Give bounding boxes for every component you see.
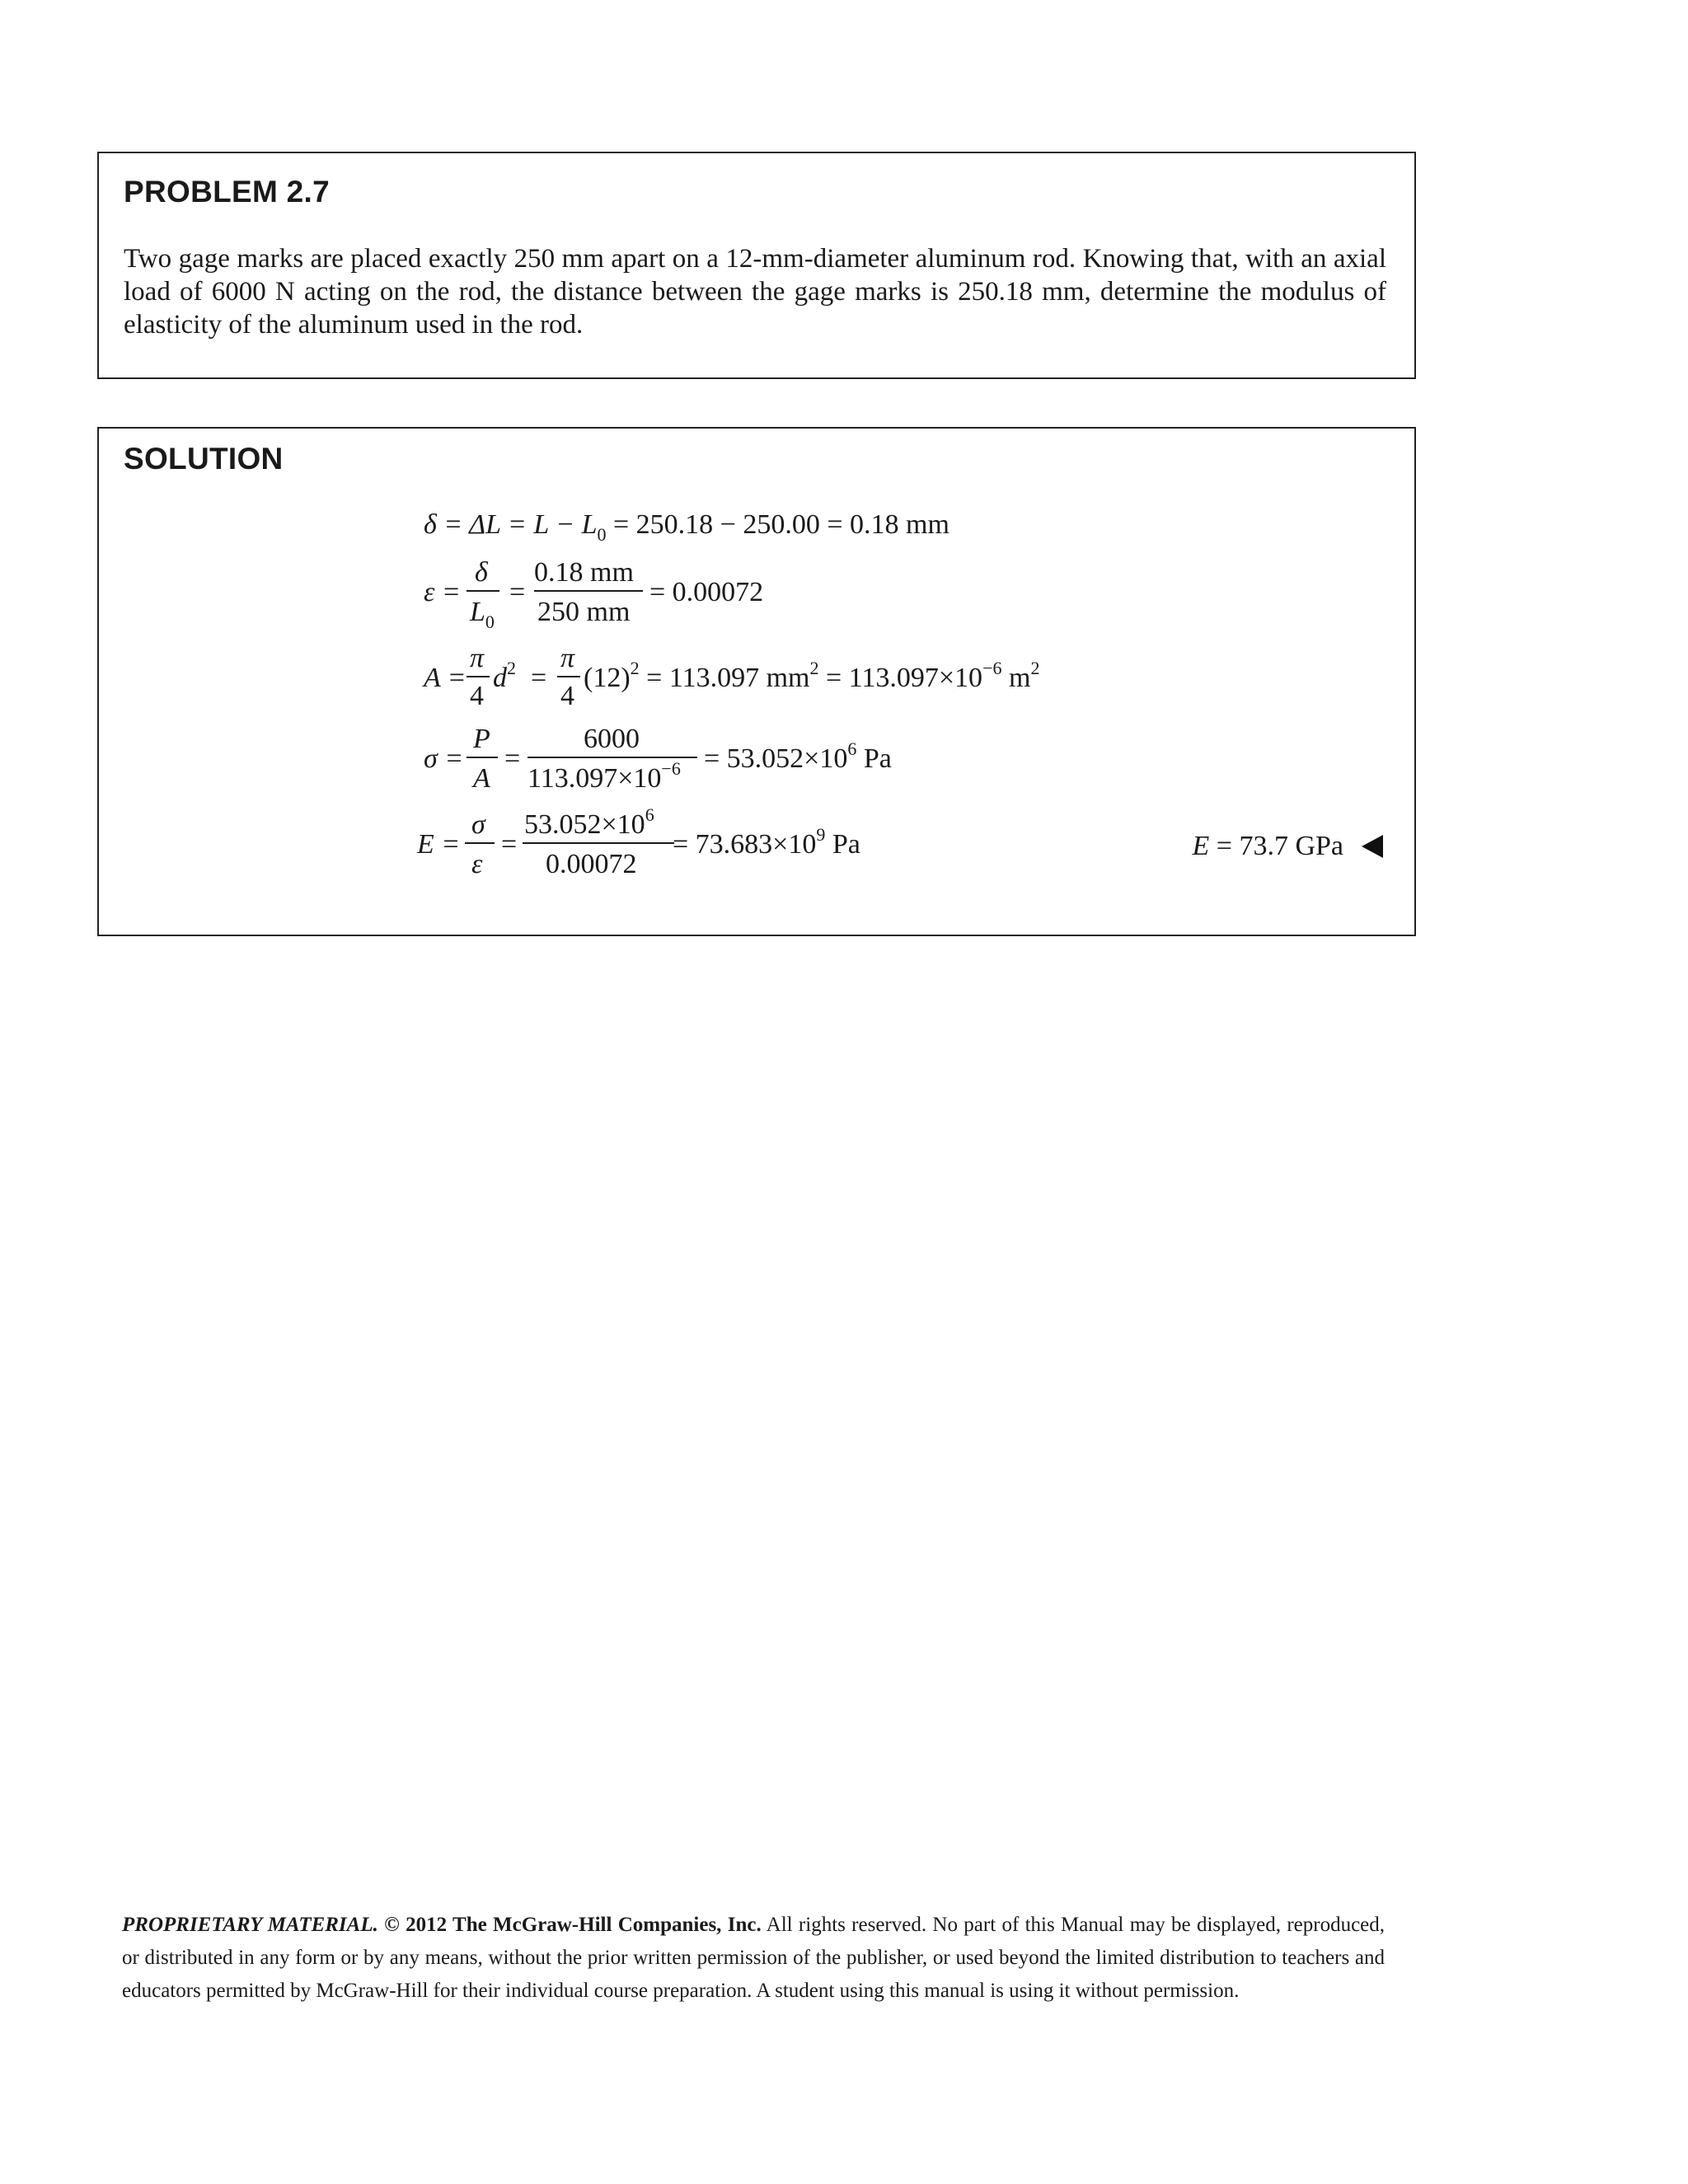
- eq5-unit: Pa: [825, 829, 860, 860]
- answer-value: = 73.7 GPa: [1209, 831, 1343, 861]
- eq3-m-squared: 2: [1030, 658, 1040, 678]
- eq5-fraction-bar-1: [465, 842, 495, 844]
- eq5-equals: =: [501, 829, 518, 860]
- solution-title: SOLUTION: [124, 442, 284, 476]
- eq4-result-exponent: 6: [847, 738, 857, 759]
- eq4-fraction-bar-1: [467, 757, 498, 758]
- eq2-num: δ: [475, 557, 488, 588]
- problem-statement: Two gage marks are placed exactly 250 mm apart on a 12-mm-diameter aluminum rod. Knowing that, with an axial load of 6000 N acting on the rod, the distance between the gage marks is 250.18 mm, determine the modulus of elasticity of the aluminum used in the rod.: [124, 244, 1386, 340]
- eq3-fraction-bar-1: [467, 676, 490, 677]
- eq5-result-exponent: 9: [816, 824, 826, 845]
- final-answer: [1192, 831, 1383, 862]
- eq3-paren-squared: 2: [630, 658, 640, 678]
- eq2-fraction-bar-2: [534, 590, 643, 592]
- eq4-den2: 113.097×10: [528, 763, 662, 794]
- eq3-four-2: 4: [560, 681, 574, 711]
- eq2-den2: 250 mm: [537, 597, 631, 627]
- solution-box: [97, 427, 1416, 936]
- eq4-num2: 6000: [584, 724, 640, 754]
- eq2-den: L: [470, 597, 485, 627]
- eq3-lhs: A =: [424, 663, 467, 693]
- eq3-unit: m: [1001, 663, 1031, 693]
- eq3-result-mm: = 113.097 mm: [639, 663, 810, 693]
- eq1-lhs-sub: 0: [597, 524, 607, 545]
- eq5-num2-exponent: 6: [645, 804, 654, 825]
- eq3-d-squared: 2: [507, 658, 516, 678]
- eq1-lhs: δ = ΔL = L − L: [424, 509, 598, 540]
- eq1-rhs: = 250.18 − 250.00 = 0.18 mm: [606, 509, 950, 540]
- copyright-notice: [122, 1909, 1385, 2008]
- eq4-den2-exponent: −6: [661, 758, 681, 779]
- eq2-equals: =: [509, 577, 526, 607]
- eq3-exponent: −6: [982, 658, 1002, 678]
- eq2-lhs: ε =: [424, 577, 461, 607]
- eq4-result: = 53.052×10: [704, 743, 848, 774]
- eq5-den2: 0.00072: [546, 849, 637, 879]
- footer-company: © 2012 The McGraw-Hill Companies, Inc.: [377, 1914, 762, 1936]
- eq5-fraction-bar-2: [523, 842, 674, 844]
- deformation-equation: [424, 509, 950, 545]
- eq2-result: = 0.00072: [649, 577, 764, 607]
- eq4-den: A: [473, 763, 490, 794]
- eq2-num2: 0.18 mm: [534, 557, 634, 588]
- eq4-equals: =: [504, 743, 521, 774]
- eq5-lhs: E =: [417, 829, 461, 860]
- eq3-fraction-bar-2: [557, 676, 580, 677]
- eq4-num: P: [473, 724, 490, 754]
- problem-title: PROBLEM 2.7: [124, 175, 331, 209]
- footer-body: All rights reserved. No part of this Manual may be displayed, reproduced, or distributed in any form or by any means, without the prior written permission of the publisher, or used beyond the limited distribution to teachers and educators permitted by McGraw-Hill for their individual course preparation. A student using this manual is using it without permission.: [122, 1914, 1386, 2002]
- eq3-pi-2: π: [560, 643, 575, 673]
- eq3-equals: =: [531, 663, 547, 693]
- answer-variable: E: [1192, 831, 1210, 861]
- eq2-den-sub: 0: [485, 612, 495, 632]
- eq3-result-m: = 113.097×10: [818, 663, 983, 693]
- eq3-d: d: [493, 663, 507, 693]
- eq3-mm-squared: 2: [809, 658, 819, 678]
- eq5-den: ε: [471, 849, 483, 879]
- eq3-four-1: 4: [470, 681, 484, 711]
- footer-lead: PROPRIETARY MATERIAL.: [122, 1914, 378, 1936]
- eq4-lhs: σ =: [424, 743, 464, 774]
- eq5-num: σ: [471, 809, 485, 840]
- answer-pointer-icon: [1362, 835, 1383, 858]
- eq4-unit: Pa: [856, 743, 892, 774]
- eq2-fraction-bar-1: [467, 590, 499, 592]
- eq5-result: = 73.683×10: [673, 829, 817, 860]
- eq3-paren: (12): [584, 663, 631, 693]
- eq3-pi-1: π: [470, 643, 485, 673]
- eq5-num2: 53.052×10: [524, 809, 645, 840]
- problem-box: [97, 152, 1416, 379]
